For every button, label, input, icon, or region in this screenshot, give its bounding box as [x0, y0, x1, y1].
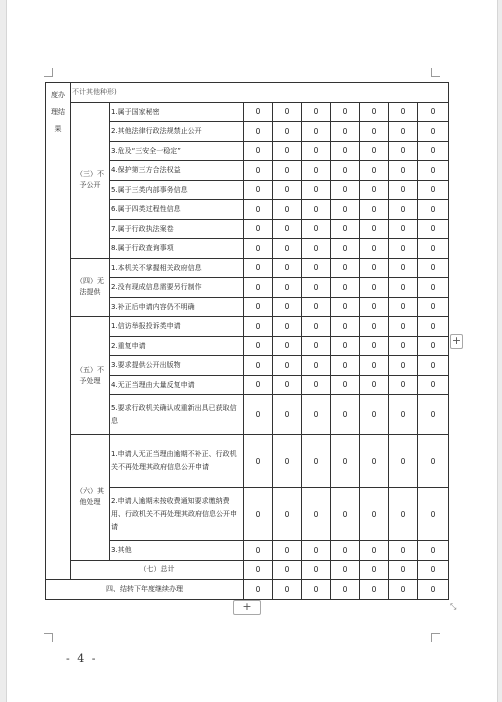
value-cell: 0	[389, 278, 418, 298]
value-cell: 0	[360, 488, 389, 541]
value-cell: 0	[302, 297, 331, 317]
value-cell: 0	[331, 180, 360, 200]
value-cell: 0	[389, 541, 418, 561]
value-cell: 0	[389, 560, 418, 580]
value-cell: 0	[302, 375, 331, 395]
value-cell: 0	[331, 122, 360, 142]
crop-mark-bottom-right	[431, 633, 440, 642]
value-cell: 0	[331, 560, 360, 580]
value-cell: 0	[273, 317, 302, 337]
value-cell: 0	[360, 219, 389, 239]
value-cell: 0	[273, 200, 302, 220]
table-header-row	[46, 83, 449, 103]
value-cell: 0	[360, 180, 389, 200]
group-label: （四）无 法提供	[71, 258, 110, 317]
value-cell: 0	[273, 278, 302, 298]
value-cell: 0	[244, 278, 273, 298]
section-side-label: 度办 理结 果	[46, 83, 71, 580]
value-cell: 0	[389, 395, 418, 435]
value-cell: 0	[418, 375, 449, 395]
value-cell: 0	[244, 122, 273, 142]
value-cell: 0	[360, 297, 389, 317]
value-cell: 0	[302, 278, 331, 298]
row-label: 2.申请人逾期未按收费通知要求缴纳费用、行政机关不再处理其政府信息公开申请	[110, 488, 244, 541]
row-label: 6.属于四类过程性信息	[110, 200, 244, 220]
value-cell: 0	[244, 560, 273, 580]
value-cell: 0	[360, 580, 389, 600]
value-cell: 0	[302, 488, 331, 541]
value-cell: 0	[273, 488, 302, 541]
value-cell: 0	[302, 336, 331, 356]
value-cell: 0	[244, 239, 273, 259]
value-cell: 0	[418, 395, 449, 435]
row-label: 1.信访举报投诉类申请	[110, 317, 244, 337]
value-cell: 0	[273, 395, 302, 435]
value-cell: 0	[389, 219, 418, 239]
value-cell: 0	[244, 180, 273, 200]
value-cell: 0	[360, 161, 389, 181]
value-cell: 0	[331, 219, 360, 239]
value-cell: 0	[302, 141, 331, 161]
value-cell: 0	[302, 541, 331, 561]
value-cell: 0	[302, 356, 331, 376]
value-cell: 0	[302, 102, 331, 122]
value-cell: 0	[389, 375, 418, 395]
value-cell: 0	[418, 488, 449, 541]
value-cell: 0	[302, 317, 331, 337]
table-resize-handle[interactable]: ⤡	[450, 602, 457, 611]
crop-mark-bottom-left	[44, 633, 53, 642]
value-cell: 0	[418, 219, 449, 239]
value-cell: 0	[418, 297, 449, 317]
value-cell: 0	[360, 141, 389, 161]
value-cell: 0	[418, 580, 449, 600]
value-cell: 0	[331, 278, 360, 298]
table-row	[46, 102, 449, 122]
value-cell: 0	[244, 141, 273, 161]
value-cell: 0	[244, 200, 273, 220]
value-cell: 0	[418, 122, 449, 142]
value-cell: 0	[302, 239, 331, 259]
value-cell: 0	[418, 317, 449, 337]
value-cell: 0	[389, 141, 418, 161]
value-cell: 0	[360, 258, 389, 278]
value-cell: 0	[273, 258, 302, 278]
value-cell: 0	[244, 102, 273, 122]
row-label: 4.保护第三方合法权益	[110, 161, 244, 181]
value-cell: 0	[331, 102, 360, 122]
add-row-button[interactable]: +	[233, 600, 261, 615]
value-cell: 0	[331, 336, 360, 356]
row-label: 8.属于行政查询事项	[110, 239, 244, 259]
value-cell: 0	[244, 297, 273, 317]
value-cell: 0	[273, 375, 302, 395]
group-label: （六）其 他处理	[71, 435, 110, 561]
value-cell: 0	[389, 580, 418, 600]
value-cell: 0	[302, 122, 331, 142]
value-cell: 0	[418, 435, 449, 488]
value-cell: 0	[331, 141, 360, 161]
value-cell: 0	[360, 375, 389, 395]
value-cell: 0	[418, 161, 449, 181]
value-cell: 0	[273, 102, 302, 122]
value-cell: 0	[273, 336, 302, 356]
value-cell: 0	[302, 435, 331, 488]
value-cell: 0	[389, 102, 418, 122]
value-cell: 0	[360, 435, 389, 488]
table-row	[46, 435, 449, 488]
value-cell: 0	[418, 180, 449, 200]
row-label: 7.属于行政执法案卷	[110, 219, 244, 239]
value-cell: 0	[331, 317, 360, 337]
statistics-table	[45, 82, 449, 600]
page-number: - 4 -	[66, 652, 98, 665]
row-label: 4.无正当理由大量反复申请	[110, 375, 244, 395]
row-label: 3.危及“三安全一稳定”	[110, 141, 244, 161]
value-cell: 0	[331, 161, 360, 181]
value-cell: 0	[273, 239, 302, 259]
value-cell: 0	[389, 180, 418, 200]
value-cell: 0	[244, 375, 273, 395]
value-cell: 0	[360, 278, 389, 298]
row-label: 2.其他法律行政法规禁止公开	[110, 122, 244, 142]
value-cell: 0	[244, 317, 273, 337]
row-label: 1.申请人无正当理由逾期不补正、行政机关不再处理其政府信息公开申请	[110, 435, 244, 488]
carry-over-label: 四、结转下年度继续办理	[46, 580, 244, 600]
header-fragment: 不计其他种形)	[71, 83, 449, 103]
value-cell: 0	[360, 122, 389, 142]
value-cell: 0	[273, 297, 302, 317]
value-cell: 0	[273, 356, 302, 376]
value-cell: 0	[244, 356, 273, 376]
value-cell: 0	[418, 541, 449, 561]
value-cell: 0	[389, 317, 418, 337]
value-cell: 0	[302, 161, 331, 181]
value-cell: 0	[331, 488, 360, 541]
value-cell: 0	[244, 336, 273, 356]
value-cell: 0	[389, 122, 418, 142]
value-cell: 0	[331, 356, 360, 376]
value-cell: 0	[360, 336, 389, 356]
group-label: （五）不 予处理	[71, 317, 110, 435]
value-cell: 0	[302, 395, 331, 435]
row-label: 2.没有现成信息需要另行制作	[110, 278, 244, 298]
value-cell: 0	[360, 356, 389, 376]
value-cell: 0	[273, 435, 302, 488]
value-cell: 0	[331, 375, 360, 395]
row-label: 3.补正后申请内容仍不明确	[110, 297, 244, 317]
value-cell: 0	[302, 180, 331, 200]
value-cell: 0	[244, 541, 273, 561]
value-cell: 0	[273, 141, 302, 161]
value-cell: 0	[331, 239, 360, 259]
value-cell: 0	[418, 239, 449, 259]
value-cell: 0	[389, 161, 418, 181]
value-cell: 0	[273, 541, 302, 561]
value-cell: 0	[331, 580, 360, 600]
value-cell: 0	[244, 435, 273, 488]
crop-mark-top-right	[431, 68, 440, 77]
value-cell: 0	[389, 239, 418, 259]
value-cell: 0	[418, 278, 449, 298]
table-row	[46, 317, 449, 337]
add-column-button[interactable]: +	[451, 334, 462, 347]
value-cell: 0	[302, 258, 331, 278]
row-label: 5.属于三类内部事务信息	[110, 180, 244, 200]
value-cell: 0	[244, 580, 273, 600]
value-cell: 0	[273, 122, 302, 142]
value-cell: 0	[389, 356, 418, 376]
value-cell: 0	[418, 200, 449, 220]
carry-over-row	[46, 580, 449, 600]
value-cell: 0	[360, 395, 389, 435]
value-cell: 0	[360, 239, 389, 259]
total-row	[46, 560, 449, 580]
row-label: 2.重复申请	[110, 336, 244, 356]
value-cell: 0	[273, 580, 302, 600]
value-cell: 0	[418, 560, 449, 580]
value-cell: 0	[389, 297, 418, 317]
value-cell: 0	[389, 258, 418, 278]
value-cell: 0	[389, 336, 418, 356]
value-cell: 0	[244, 395, 273, 435]
value-cell: 0	[360, 102, 389, 122]
value-cell: 0	[331, 541, 360, 561]
value-cell: 0	[331, 435, 360, 488]
value-cell: 0	[418, 356, 449, 376]
row-label: 1.本机关不掌握相关政府信息	[110, 258, 244, 278]
row-label: 3.要求提供公开出版物	[110, 356, 244, 376]
value-cell: 0	[360, 541, 389, 561]
value-cell: 0	[244, 488, 273, 541]
value-cell: 0	[331, 258, 360, 278]
value-cell: 0	[418, 141, 449, 161]
value-cell: 0	[389, 200, 418, 220]
row-label: 1.属于国家秘密	[110, 102, 244, 122]
value-cell: 0	[331, 395, 360, 435]
value-cell: 0	[273, 161, 302, 181]
row-label: 3.其他	[110, 541, 244, 561]
group-label: （三）不 予公开	[71, 102, 110, 258]
value-cell: 0	[389, 488, 418, 541]
value-cell: 0	[418, 336, 449, 356]
value-cell: 0	[418, 258, 449, 278]
value-cell: 0	[244, 258, 273, 278]
value-cell: 0	[244, 219, 273, 239]
value-cell: 0	[331, 200, 360, 220]
value-cell: 0	[418, 102, 449, 122]
value-cell: 0	[360, 317, 389, 337]
value-cell: 0	[302, 200, 331, 220]
value-cell: 0	[273, 219, 302, 239]
total-label: （七）总计	[71, 560, 244, 580]
value-cell: 0	[389, 435, 418, 488]
value-cell: 0	[302, 219, 331, 239]
value-cell: 0	[273, 560, 302, 580]
value-cell: 0	[360, 200, 389, 220]
crop-mark-top-left	[44, 68, 53, 77]
value-cell: 0	[273, 180, 302, 200]
value-cell: 0	[360, 560, 389, 580]
value-cell: 0	[331, 297, 360, 317]
value-cell: 0	[302, 580, 331, 600]
table-row	[46, 258, 449, 278]
value-cell: 0	[244, 161, 273, 181]
row-label: 5.要求行政机关确认或重新出具已获取信息	[110, 395, 244, 435]
value-cell: 0	[302, 560, 331, 580]
